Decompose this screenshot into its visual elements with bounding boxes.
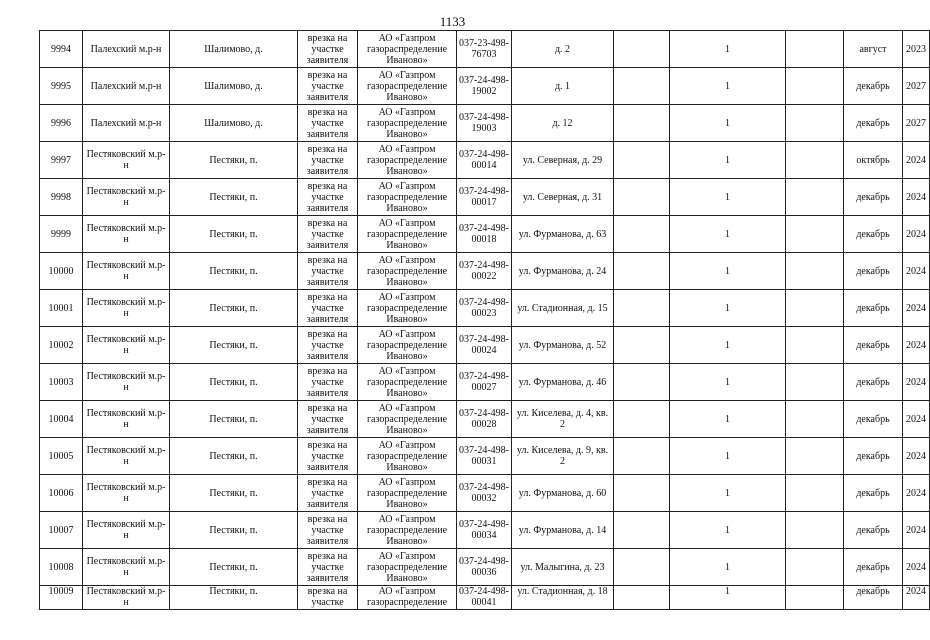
empty-cell [786,105,844,142]
address-cell: ул. Северная, д. 31 [512,179,614,216]
address-cell: ул. Фурманова, д. 63 [512,216,614,253]
table-row [40,438,930,475]
empty-cell [614,31,670,68]
locality-cell: Пестяки, п. [170,475,298,512]
empty-cell [786,290,844,327]
month-cell: декабрь [844,327,903,364]
account-number-cell: 037-24-498-00027 [457,364,512,401]
quantity-cell: 1 [670,105,786,142]
quantity-cell: 1 [670,438,786,475]
row-number-cell: 10005 [40,438,83,475]
locality-cell: Пестяки, п. [170,142,298,179]
quantity-cell: 1 [670,142,786,179]
district-cell: Пестяковский м.р-н [83,290,170,327]
table-row [40,216,930,253]
month-cell: декабрь [844,549,903,586]
locality-cell: Пестяки, п. [170,179,298,216]
works-type-cell: врезка на участке заявителя [298,216,358,253]
locality-cell: Шалимово, д. [170,31,298,68]
year-cell: 2024 [903,142,930,179]
district-cell: Палехский м.р-н [83,31,170,68]
district-cell: Пестяковский м.р-н [83,216,170,253]
empty-cell [614,290,670,327]
table-row [40,68,930,105]
address-cell: ул. Фурманова, д. 46 [512,364,614,401]
locality-cell: Пестяки, п. [170,327,298,364]
empty-cell [786,512,844,549]
empty-cell [786,253,844,290]
address-cell: ул. Северная, д. 29 [512,142,614,179]
year-cell: 2024 [903,549,930,586]
month-cell: декабрь [844,179,903,216]
row-number-cell: 10002 [40,327,83,364]
month-cell: декабрь [844,364,903,401]
organization-cell: АО «Газпром газораспределение Иваново» [358,216,457,253]
locality-cell: Пестяки, п. [170,549,298,586]
year-cell: 2024 [903,216,930,253]
month-cell: декабрь [844,586,903,610]
account-number-cell: 037-24-498-00031 [457,438,512,475]
quantity-cell: 1 [670,68,786,105]
quantity-cell: 1 [670,290,786,327]
works-type-cell: врезка на участке заявителя [298,142,358,179]
quantity-cell: 1 [670,475,786,512]
address-cell: ул. Фурманова, д. 60 [512,475,614,512]
table-row [40,364,930,401]
quantity-cell: 1 [670,549,786,586]
quantity-cell: 1 [670,216,786,253]
month-cell: декабрь [844,105,903,142]
organization-cell: АО «Газпром газораспределение Иваново» [358,290,457,327]
row-number-cell: 9996 [40,105,83,142]
address-cell: ул. Малыгина, д. 23 [512,549,614,586]
account-number-cell: 037-24-498-00022 [457,253,512,290]
works-type-cell: врезка на участке заявителя [298,179,358,216]
table-row [40,31,930,68]
works-type-cell: врезка на участке заявителя [298,31,358,68]
account-number-cell: 037-24-498-19002 [457,68,512,105]
account-number-cell: 037-24-498-00023 [457,290,512,327]
account-number-cell: 037-24-498-00017 [457,179,512,216]
empty-cell [614,586,670,610]
account-number-cell: 037-24-498-00036 [457,549,512,586]
empty-cell [786,327,844,364]
account-number-cell: 037-24-498-19003 [457,105,512,142]
row-number-cell: 10009 [40,586,83,610]
works-type-cell: врезка на участке заявителя [298,512,358,549]
year-cell: 2027 [903,105,930,142]
account-number-cell: 037-24-498-00041 [457,586,512,610]
address-cell: ул. Фурманова, д. 24 [512,253,614,290]
year-cell: 2027 [903,68,930,105]
table-row [40,512,930,549]
row-number-cell: 10008 [40,549,83,586]
empty-cell [614,253,670,290]
locality-cell: Пестяки, п. [170,253,298,290]
district-cell: Пестяковский м.р-н [83,586,170,610]
month-cell: декабрь [844,68,903,105]
page-number: 1133 [439,14,466,29]
organization-cell: АО «Газпром газораспределение Иваново» [358,253,457,290]
address-cell: ул. Киселева, д. 4, кв. 2 [512,401,614,438]
year-cell: 2024 [903,364,930,401]
works-type-cell: врезка на участке заявителя [298,549,358,586]
locality-cell: Пестяки, п. [170,512,298,549]
district-cell: Пестяковский м.р-н [83,512,170,549]
works-type-cell: врезка на участке [298,586,358,610]
account-number-cell: 037-24-498-00028 [457,401,512,438]
locality-cell: Пестяки, п. [170,438,298,475]
month-cell: август [844,31,903,68]
empty-cell [614,105,670,142]
empty-cell [614,179,670,216]
row-number-cell: 10007 [40,512,83,549]
address-cell: ул. Стадионная, д. 18 [512,586,614,610]
gasification-registry-table [39,30,930,610]
organization-cell: АО «Газпром газораспределение Иваново» [358,179,457,216]
works-type-cell: врезка на участке заявителя [298,364,358,401]
row-number-cell: 10004 [40,401,83,438]
organization-cell: АО «Газпром газораспределение Иваново» [358,105,457,142]
district-cell: Пестяковский м.р-н [83,179,170,216]
empty-cell [786,142,844,179]
table-row [40,475,930,512]
row-number-cell: 9995 [40,68,83,105]
empty-cell [614,68,670,105]
month-cell: декабрь [844,512,903,549]
account-number-cell: 037-24-498-00032 [457,475,512,512]
empty-cell [786,68,844,105]
works-type-cell: врезка на участке заявителя [298,290,358,327]
organization-cell: АО «Газпром газораспределение Иваново» [358,31,457,68]
table-row [40,105,930,142]
quantity-cell: 1 [670,512,786,549]
quantity-cell: 1 [670,586,786,610]
organization-cell: АО «Газпром газораспределение Иваново» [358,512,457,549]
month-cell: декабрь [844,475,903,512]
organization-cell: АО «Газпром газораспределение Иваново» [358,68,457,105]
works-type-cell: врезка на участке заявителя [298,68,358,105]
organization-cell: АО «Газпром газораспределение Иваново» [358,327,457,364]
quantity-cell: 1 [670,401,786,438]
quantity-cell: 1 [670,31,786,68]
works-type-cell: врезка на участке заявителя [298,401,358,438]
empty-cell [786,475,844,512]
row-number-cell: 10006 [40,475,83,512]
organization-cell: АО «Газпром газораспределение Иваново» [358,549,457,586]
table-row [40,253,930,290]
address-cell: д. 2 [512,31,614,68]
organization-cell: АО «Газпром газораспределение Иваново» [358,401,457,438]
organization-cell: АО «Газпром газораспределение Иваново» [358,142,457,179]
address-cell: ул. Фурманова, д. 14 [512,512,614,549]
empty-cell [614,438,670,475]
empty-cell [786,216,844,253]
empty-cell [786,179,844,216]
district-cell: Пестяковский м.р-н [83,327,170,364]
empty-cell [786,364,844,401]
year-cell: 2024 [903,475,930,512]
empty-cell [614,364,670,401]
month-cell: декабрь [844,290,903,327]
district-cell: Пестяковский м.р-н [83,401,170,438]
works-type-cell: врезка на участке заявителя [298,438,358,475]
empty-cell [614,142,670,179]
quantity-cell: 1 [670,253,786,290]
table-row [40,327,930,364]
address-cell: д. 12 [512,105,614,142]
works-type-cell: врезка на участке заявителя [298,105,358,142]
organization-cell: АО «Газпром газораспределение Иваново» [358,475,457,512]
table-row [40,401,930,438]
district-cell: Палехский м.р-н [83,68,170,105]
district-cell: Пестяковский м.р-н [83,549,170,586]
empty-cell [786,31,844,68]
row-number-cell: 9994 [40,31,83,68]
organization-cell: АО «Газпром газораспределение Иваново» [358,364,457,401]
empty-cell [786,586,844,610]
year-cell: 2024 [903,327,930,364]
locality-cell: Пестяки, п. [170,586,298,610]
table-row [40,142,930,179]
empty-cell [614,216,670,253]
empty-cell [786,438,844,475]
locality-cell: Пестяки, п. [170,364,298,401]
empty-cell [786,549,844,586]
row-number-cell: 9999 [40,216,83,253]
row-number-cell: 10003 [40,364,83,401]
year-cell: 2024 [903,586,930,610]
year-cell: 2024 [903,401,930,438]
district-cell: Пестяковский м.р-н [83,142,170,179]
locality-cell: Шалимово, д. [170,68,298,105]
month-cell: декабрь [844,401,903,438]
locality-cell: Пестяки, п. [170,216,298,253]
address-cell: ул. Стадионная, д. 15 [512,290,614,327]
quantity-cell: 1 [670,364,786,401]
district-cell: Пестяковский м.р-н [83,438,170,475]
row-number-cell: 10000 [40,253,83,290]
empty-cell [614,327,670,364]
year-cell: 2024 [903,512,930,549]
organization-cell: АО «Газпром газораспределение Иваново» [358,438,457,475]
empty-cell [614,401,670,438]
district-cell: Пестяковский м.р-н [83,253,170,290]
quantity-cell: 1 [670,327,786,364]
locality-cell: Пестяки, п. [170,290,298,327]
account-number-cell: 037-24-498-00024 [457,327,512,364]
address-cell: д. 1 [512,68,614,105]
works-type-cell: врезка на участке заявителя [298,253,358,290]
empty-cell [614,475,670,512]
address-cell: ул. Киселева, д. 9, кв. 2 [512,438,614,475]
row-number-cell: 10001 [40,290,83,327]
year-cell: 2024 [903,290,930,327]
year-cell: 2024 [903,438,930,475]
account-number-cell: 037-24-498-00034 [457,512,512,549]
year-cell: 2024 [903,253,930,290]
month-cell: декабрь [844,253,903,290]
table-row [40,549,930,586]
table-row [40,179,930,216]
district-cell: Пестяковский м.р-н [83,364,170,401]
quantity-cell: 1 [670,179,786,216]
empty-cell [614,549,670,586]
month-cell: октябрь [844,142,903,179]
district-cell: Пестяковский м.р-н [83,475,170,512]
year-cell: 2024 [903,179,930,216]
account-number-cell: 037-24-498-00014 [457,142,512,179]
locality-cell: Пестяки, п. [170,401,298,438]
address-cell: ул. Фурманова, д. 52 [512,327,614,364]
row-number-cell: 9997 [40,142,83,179]
district-cell: Палехский м.р-н [83,105,170,142]
empty-cell [614,512,670,549]
year-cell: 2023 [903,31,930,68]
month-cell: декабрь [844,438,903,475]
account-number-cell: 037-23-498-76703 [457,31,512,68]
organization-cell: АО «Газпром газораспределение [358,586,457,610]
account-number-cell: 037-24-498-00018 [457,216,512,253]
month-cell: декабрь [844,216,903,253]
empty-cell [786,401,844,438]
table-row [40,586,930,610]
table-row [40,290,930,327]
works-type-cell: врезка на участке заявителя [298,327,358,364]
locality-cell: Шалимово, д. [170,105,298,142]
row-number-cell: 9998 [40,179,83,216]
works-type-cell: врезка на участке заявителя [298,475,358,512]
